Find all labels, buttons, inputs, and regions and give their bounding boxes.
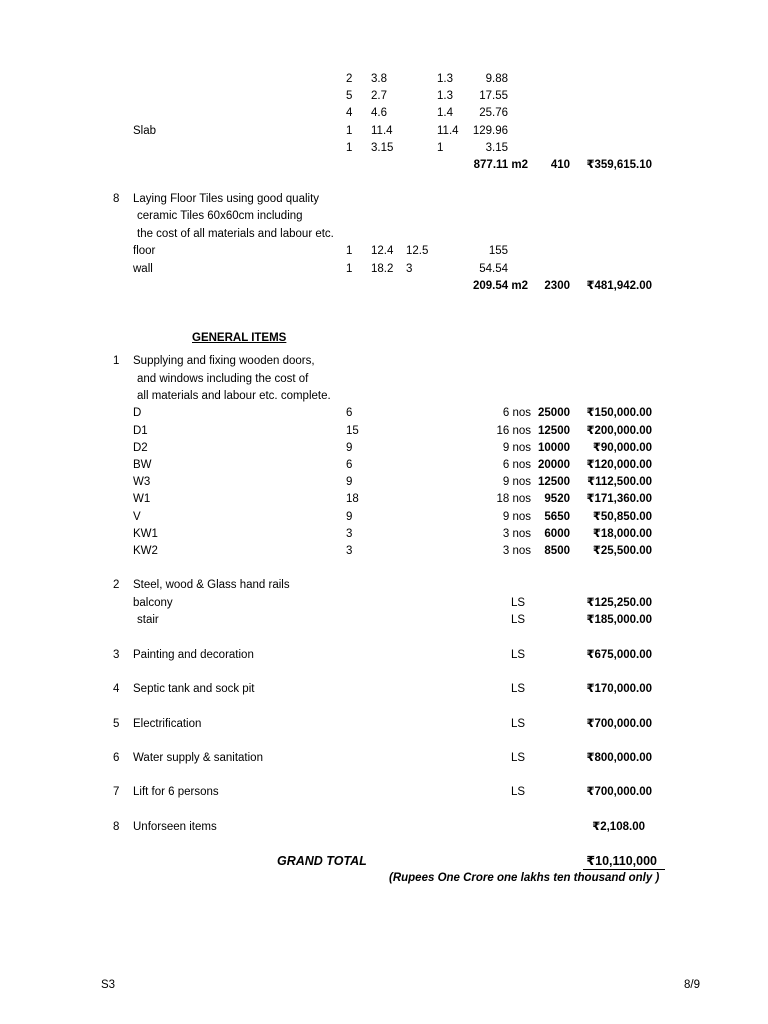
item-description: Painting and decoration bbox=[133, 649, 254, 661]
item-description: all materials and labour etc. complete. bbox=[137, 390, 331, 402]
grand-total-words: (Rupees One Crore one lakhs ten thousand only ) bbox=[389, 872, 660, 884]
row-amount: ₹800,000.00 bbox=[586, 752, 652, 764]
row-total: 17.55 bbox=[479, 90, 508, 102]
row-nos: 3 nos bbox=[502, 545, 531, 557]
item-number: 2 bbox=[113, 579, 120, 591]
row-unit: LS bbox=[511, 786, 526, 798]
row-total: 155 bbox=[488, 245, 508, 257]
row-amount: ₹90,000.00 bbox=[592, 442, 652, 454]
item-description: ceramic Tiles 60x60cm including bbox=[137, 210, 303, 222]
row-amount: ₹18,000.00 bbox=[592, 528, 652, 540]
row-rate: 10000 bbox=[538, 442, 570, 454]
row-label: D1 bbox=[133, 425, 148, 437]
row-label: KW2 bbox=[133, 545, 158, 557]
row-label: floor bbox=[133, 245, 156, 257]
row-rate: 12500 bbox=[538, 425, 570, 437]
row-label: W1 bbox=[133, 493, 151, 505]
item-number: 8 bbox=[113, 821, 120, 833]
row-qty: 15 bbox=[346, 425, 359, 437]
slab-quantity: 877.11 m2 bbox=[473, 159, 528, 171]
item-description: Lift for 6 persons bbox=[133, 786, 219, 798]
row-nos: 9 nos bbox=[502, 476, 531, 488]
item-description: Supplying and fixing wooden doors, bbox=[133, 355, 315, 367]
row-total: 9.88 bbox=[485, 73, 508, 85]
row-rate: 20000 bbox=[538, 459, 570, 471]
row-nos: 18 nos bbox=[496, 493, 531, 505]
row-amount: ₹150,000.00 bbox=[586, 407, 652, 419]
row-qty: 1 bbox=[346, 142, 353, 154]
item-description: Electrification bbox=[133, 718, 202, 730]
row-qty: 3 bbox=[346, 528, 353, 540]
row-qty: 6 bbox=[346, 407, 353, 419]
row-length: 3.15 bbox=[371, 142, 394, 154]
row-depth: 1.3 bbox=[437, 73, 453, 85]
row-length: 18.2 bbox=[371, 263, 394, 275]
item-number: 8 bbox=[113, 193, 120, 205]
item-number: 5 bbox=[113, 718, 120, 730]
row-amount: ₹120,000.00 bbox=[586, 459, 652, 471]
row-label: V bbox=[133, 511, 141, 523]
item-number: 6 bbox=[113, 752, 120, 764]
row-nos: 16 nos bbox=[496, 425, 531, 437]
row-qty: 1 bbox=[346, 263, 353, 275]
row-label: Slab bbox=[133, 125, 157, 137]
row-label: balcony bbox=[133, 597, 173, 609]
row-amount: ₹50,850.00 bbox=[592, 511, 652, 523]
row-amount: ₹200,000.00 bbox=[586, 425, 652, 437]
item-description: Water supply & sanitation bbox=[133, 752, 263, 764]
item-description: the cost of all materials and labour etc. bbox=[137, 228, 334, 240]
row-label: stair bbox=[137, 614, 159, 626]
grand-total-label: GRAND TOTAL bbox=[277, 854, 367, 868]
row-amount: ₹185,000.00 bbox=[586, 614, 652, 626]
row-breadth: 3 bbox=[406, 263, 413, 275]
row-rate: 8500 bbox=[544, 545, 570, 557]
item-number: 4 bbox=[113, 683, 120, 695]
row-nos: 3 nos bbox=[502, 528, 531, 540]
slab-rate: 410 bbox=[550, 159, 570, 171]
row-amount: ₹2,108.00 bbox=[592, 821, 645, 833]
row-label: wall bbox=[133, 263, 153, 275]
row-qty: 5 bbox=[346, 90, 353, 102]
row-total: 54.54 bbox=[479, 263, 508, 275]
row-label: D2 bbox=[133, 442, 148, 454]
row-amount: ₹675,000.00 bbox=[586, 649, 652, 661]
row-qty: 9 bbox=[346, 442, 353, 454]
row-nos: 6 nos bbox=[502, 407, 531, 419]
row-total: 25.76 bbox=[479, 107, 508, 119]
row-length: 11.4 bbox=[371, 125, 393, 137]
footer-page-number: 8/9 bbox=[684, 979, 700, 991]
row-nos: 6 nos bbox=[502, 459, 531, 471]
item-description: Septic tank and sock pit bbox=[133, 683, 255, 695]
section-heading: GENERAL ITEMS bbox=[192, 332, 287, 344]
item-description: and windows including the cost of bbox=[137, 373, 309, 385]
grand-total-underline bbox=[583, 869, 665, 870]
row-breadth: 12.5 bbox=[406, 245, 429, 257]
row-rate: 9520 bbox=[544, 493, 570, 505]
item-number: 3 bbox=[113, 649, 120, 661]
row-depth: 1 bbox=[437, 142, 444, 154]
row-total: 3.15 bbox=[485, 142, 508, 154]
item-number: 7 bbox=[113, 786, 120, 798]
row-qty: 9 bbox=[346, 476, 353, 488]
row-length: 4.6 bbox=[371, 107, 387, 119]
row-amount: ₹700,000.00 bbox=[586, 718, 652, 730]
item-description: Steel, wood & Glass hand rails bbox=[133, 579, 290, 591]
row-rate: 6000 bbox=[544, 528, 570, 540]
row-depth: 1.4 bbox=[437, 107, 453, 119]
row-depth: 11.4 bbox=[437, 125, 459, 137]
tiles-amount: ₹481,942.00 bbox=[586, 280, 652, 292]
row-label: W3 bbox=[133, 476, 151, 488]
row-amount: ₹171,360.00 bbox=[586, 493, 652, 505]
row-rate: 25000 bbox=[538, 407, 570, 419]
row-qty: 18 bbox=[346, 493, 359, 505]
row-qty: 1 bbox=[346, 245, 353, 257]
row-amount: ₹700,000.00 bbox=[586, 786, 652, 798]
row-nos: 9 nos bbox=[502, 511, 531, 523]
footer-sheet-label: S3 bbox=[101, 979, 116, 991]
row-total: 129.96 bbox=[472, 125, 508, 137]
grand-total-amount: ₹10,110,000 bbox=[586, 854, 657, 868]
row-amount: ₹112,500.00 bbox=[587, 476, 652, 488]
row-rate: 12500 bbox=[538, 476, 570, 488]
row-unit: LS bbox=[511, 718, 526, 730]
row-unit: LS bbox=[511, 649, 526, 661]
row-amount: ₹25,500.00 bbox=[592, 545, 652, 557]
row-amount: ₹170,000.00 bbox=[586, 683, 652, 695]
row-amount: ₹125,250.00 bbox=[586, 597, 652, 609]
row-qty: 1 bbox=[346, 125, 353, 137]
slab-amount: ₹359,615.10 bbox=[586, 159, 652, 171]
row-qty: 4 bbox=[346, 107, 353, 119]
tiles-quantity: 209.54 m2 bbox=[473, 280, 528, 292]
row-unit: LS bbox=[511, 614, 526, 626]
item-number: 1 bbox=[113, 355, 120, 367]
row-qty: 3 bbox=[346, 545, 353, 557]
row-depth: 1.3 bbox=[437, 90, 453, 102]
row-length: 12.4 bbox=[371, 245, 394, 257]
row-qty: 6 bbox=[346, 459, 353, 471]
row-label: KW1 bbox=[133, 528, 158, 540]
tiles-rate: 2300 bbox=[544, 280, 570, 292]
row-length: 2.7 bbox=[371, 90, 387, 102]
row-length: 3.8 bbox=[371, 73, 387, 85]
row-nos: 9 nos bbox=[502, 442, 531, 454]
row-unit: LS bbox=[511, 683, 526, 695]
row-rate: 5650 bbox=[544, 511, 570, 523]
row-label: D bbox=[133, 407, 142, 419]
row-unit: LS bbox=[511, 597, 526, 609]
item-description: Laying Floor Tiles using good quality bbox=[133, 193, 320, 205]
row-qty: 9 bbox=[346, 511, 353, 523]
row-qty: 2 bbox=[346, 73, 353, 85]
row-unit: LS bbox=[511, 752, 526, 764]
row-label: BW bbox=[133, 459, 152, 471]
item-description: Unforseen items bbox=[133, 821, 217, 833]
